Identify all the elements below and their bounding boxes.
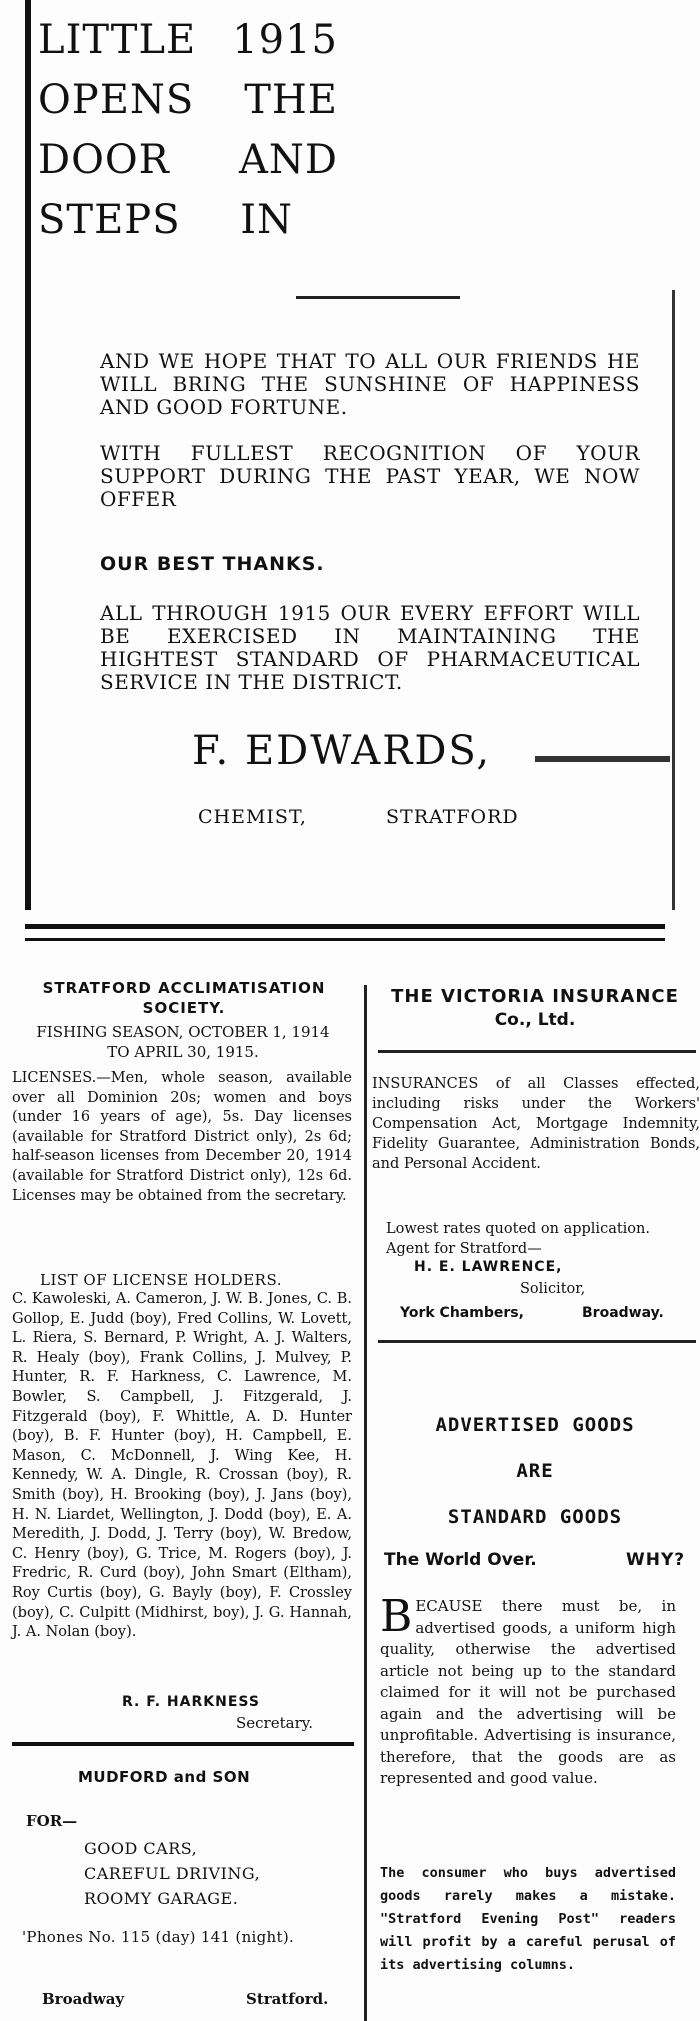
victoria-agent-name: H. E. LAWRENCE, bbox=[414, 1259, 563, 1275]
headline-word: STEPS bbox=[38, 197, 181, 243]
mudford-phones: 'Phones No. 115 (day) 141 (night). bbox=[22, 1928, 295, 1946]
season-line: FISHING SEASON, OCTOBER 1, 1914 bbox=[36, 1023, 330, 1041]
mudford-title: MUDFORD and SON bbox=[78, 1768, 251, 1786]
victoria-agent-role: Solicitor, bbox=[520, 1281, 586, 1297]
mudford-address-street: Broadway bbox=[42, 1990, 125, 2008]
victoria-address: York Chambers, bbox=[400, 1305, 524, 1321]
advertised-world: The World Over. bbox=[384, 1550, 537, 1570]
advertised-why: WHY? bbox=[626, 1550, 686, 1570]
advertised-because-paragraph bbox=[380, 1591, 676, 1790]
ad-thanks: OUR BEST THANKS. bbox=[100, 553, 325, 575]
headline-word: THE bbox=[244, 77, 338, 123]
mudford-address-town: Stratford. bbox=[246, 1990, 329, 2008]
season-line: TO APRIL 30, 1915. bbox=[107, 1043, 259, 1061]
section-rule bbox=[25, 938, 665, 941]
headline-word: LITTLE bbox=[38, 17, 197, 63]
secretary-title: Secretary. bbox=[236, 1714, 313, 1732]
mudford-services bbox=[84, 1836, 260, 1911]
ad-paragraph-recognition: WITH FULLEST RECOGNITION OF YOUR SUPPORT DURING THE PAST YEAR, WE NOW OFFER bbox=[100, 441, 640, 511]
victoria-agent-line: Agent for Stratford— bbox=[386, 1241, 542, 1257]
victoria-title: THE VICTORIA INSURANCE bbox=[391, 986, 679, 1007]
ad-town: STRATFORD bbox=[386, 806, 519, 828]
society-title-line: SOCIETY. bbox=[142, 999, 226, 1017]
section-rule bbox=[378, 1050, 696, 1053]
headline-word: OPENS bbox=[38, 77, 195, 123]
signature-flourish bbox=[535, 756, 670, 762]
headline-word: IN bbox=[240, 197, 293, 243]
section-rule bbox=[12, 1742, 354, 1746]
victoria-rates bbox=[386, 1219, 650, 1259]
left-border-rule bbox=[25, 0, 31, 910]
column-divider bbox=[364, 985, 367, 2021]
section-rule bbox=[378, 1340, 696, 1343]
victoria-street: Broadway. bbox=[582, 1305, 664, 1321]
headline-word: 1915 bbox=[232, 17, 338, 63]
advertised-headline-3: STANDARD GOODS bbox=[447, 1506, 623, 1528]
mudford-for: FOR— bbox=[26, 1812, 78, 1830]
right-border-rule bbox=[672, 290, 675, 910]
divider-rule bbox=[296, 296, 460, 299]
headline-word: DOOR bbox=[38, 137, 170, 183]
victoria-rates-line: Lowest rates quoted on application. bbox=[386, 1221, 650, 1237]
service-line: CAREFUL DRIVING, bbox=[84, 1864, 261, 1883]
advertised-consumer-paragraph: The consumer who buys advertised goods rarely makes a mistake. "Stratford Evening Post" readers will profit by a careful perusal of its advertising columns. bbox=[380, 1865, 676, 1973]
drop-cap: B bbox=[380, 1591, 413, 1642]
license-holders-list: C. Kawoleski, A. Cameron, J. W. B. Jones, C. B. Gollop, E. Judd (boy), Fred Collins, W. Lovett, L. Riera, S. Bernard, P. Wright, A. J. Walters, R. Healy (boy), Frank Collins, J. Mulvey, P. Hunter, R. F. Harkness, C. Lawrence, M. Bowler, S. Campbell, J. Fitzgerald, J. Fitzgerald (boy), F. Whittle, A. D. Hunter (boy), B. F. Hunter (boy), H. Campbell, E. Mason, C. McDonnell, J. Wing Kee, H. Kennedy, W. A. Dingle, R. Crossan (boy), R. Smith (boy), H. Brooking (boy), J. Jans (boy), H. N. Liardet, Wellington, J. Dodd (boy), E. A. Meredith, J. Dodd, J. Terry (boy), W. Bredow, C. Henry (boy), G. Trice, M. Rogers (boy), J. Fredric, R. Curd (boy), John Smart (Eltham), Roy Curtis (boy), G. Bayly (boy), F. Crossley (boy), C. Culpitt (Midhirst, boy), J. G. Hannah, J. A. Nolan (boy). bbox=[12, 1291, 352, 1641]
society-title-line: STRATFORD ACCLIMATISATION bbox=[42, 979, 326, 997]
section-rule bbox=[25, 924, 665, 929]
because-text: ECAUSE there must be, in advertised goods, a uniform high quality, otherwise the advertised article not being up to the standard claimed for it will not be purchased again and the advertising will be unprofitable. Advertising is insurance, therefore, that the goods are as represented and good value. bbox=[380, 1597, 676, 1787]
headline-word: AND bbox=[239, 137, 338, 183]
victoria-subtitle: Co., Ltd. bbox=[494, 1010, 576, 1030]
ad-role: CHEMIST, bbox=[198, 806, 307, 828]
ad-paragraph-effort: ALL THROUGH 1915 OUR EVERY EFFORT WILL BE EXERCISED IN MAINTAINING THE HIGHTEST STANDARD OF PHARMACEUTICAL SERVICE IN THE DISTRICT. bbox=[100, 601, 640, 694]
service-line: ROOMY GARAGE. bbox=[84, 1889, 239, 1908]
victoria-body: INSURANCES of all Classes effected, including risks under the Workers' Compensation Act, Mortgage Indemnity, Fidelity Guarantee, Administration Bonds, and Personal Accident. bbox=[372, 1076, 700, 1172]
ad-signature: F. EDWARDS, bbox=[192, 728, 492, 774]
secretary-name: R. F. HARKNESS bbox=[122, 1694, 260, 1710]
society-title bbox=[14, 978, 354, 1018]
service-line: GOOD CARS, bbox=[84, 1839, 198, 1858]
ad-headline bbox=[38, 10, 358, 250]
advertised-headline-1: ADVERTISED GOODS bbox=[435, 1414, 635, 1436]
licenses-paragraph: LICENSES.—Men, whole season, available over all Dominion 20s; women and boys (under 16 years of age), 5s. Day licenses (available for Stratford District only), 2s 6d; half-season licenses from December 20, 1914 (available for Stratford District only), 12s 6d. Licenses may be obtained from the secretary. bbox=[12, 1070, 352, 1204]
fishing-season bbox=[8, 1022, 358, 1062]
advertised-headline-2: ARE bbox=[516, 1460, 554, 1482]
license-holders-heading: LIST OF LICENSE HOLDERS. bbox=[40, 1271, 282, 1289]
ad-paragraph-hope: AND WE HOPE THAT TO ALL OUR FRIENDS HE WILL BRING THE SUNSHINE OF HAPPINESS AND GOOD FORTUNE. bbox=[100, 349, 640, 419]
edwards-chemist-advertisement bbox=[0, 0, 700, 930]
